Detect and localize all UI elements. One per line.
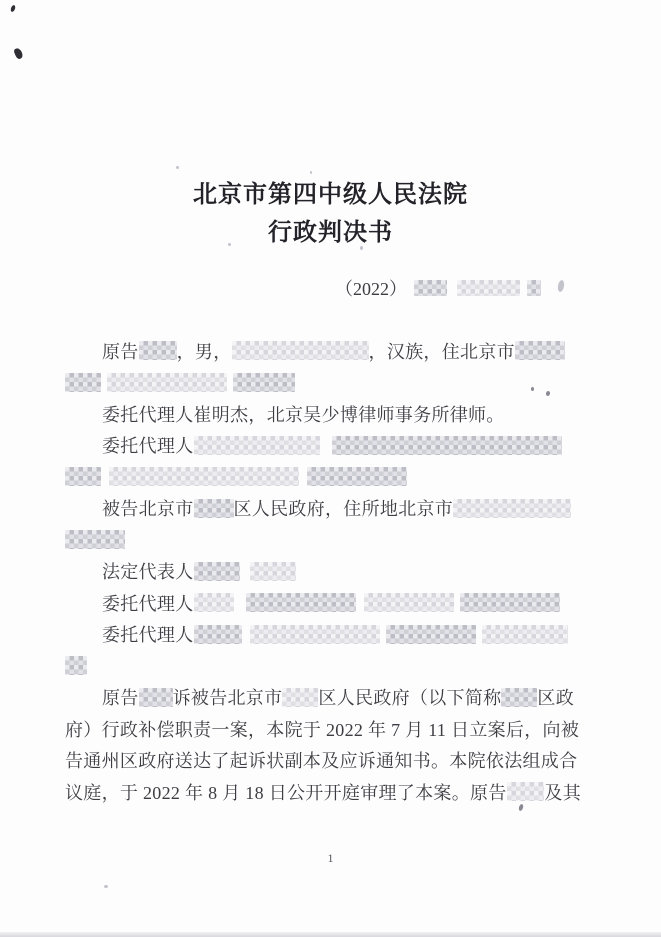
text-segment: 法定代表人 xyxy=(102,562,194,583)
text-segment: 议庭，于 2022 年 8 月 18 日公开开庭审理了本案。原告 xyxy=(65,782,507,803)
redacted-block xyxy=(332,436,562,455)
text-line xyxy=(65,682,581,714)
text-line xyxy=(65,367,581,399)
spacer xyxy=(320,445,332,446)
text-line xyxy=(65,556,581,588)
spacer xyxy=(356,602,364,603)
scan-speck xyxy=(104,885,108,888)
text-segment: 委托代理人 xyxy=(102,593,194,614)
document-type-title: 行政判决书 xyxy=(268,220,393,246)
redacted-block xyxy=(194,625,242,644)
spacer xyxy=(101,476,109,477)
text-segment: 原告 xyxy=(102,341,139,362)
case-number-line xyxy=(65,272,581,304)
scan-speck xyxy=(531,387,534,391)
redacted-block xyxy=(65,530,125,549)
redacted-block xyxy=(501,688,537,707)
text-segment: ，汉族，住北京市 xyxy=(368,341,515,362)
redacted-block xyxy=(109,467,299,486)
redacted-block xyxy=(194,499,234,518)
text-segment: 区政 xyxy=(537,688,575,709)
redacted-block xyxy=(250,562,296,581)
scan-speck xyxy=(518,804,524,812)
text-line xyxy=(65,304,581,336)
redacted-block xyxy=(364,593,454,612)
text-line xyxy=(65,430,581,462)
text-line xyxy=(65,587,581,619)
text-segment: 委托代理人 xyxy=(102,436,194,457)
spacer xyxy=(380,634,386,635)
redacted-block xyxy=(457,280,520,296)
text-line xyxy=(65,398,581,430)
text-segment: 诉被告北京市 xyxy=(172,688,283,709)
scan-speck xyxy=(176,166,179,169)
text-segment: 委托代理人 xyxy=(102,625,194,646)
redacted-block xyxy=(414,280,447,296)
text-line xyxy=(65,335,581,367)
court-name-title: 北京市第四中级人民法院 xyxy=(193,182,468,208)
text-line xyxy=(65,776,581,808)
redacted-block xyxy=(65,373,101,392)
scan-speck xyxy=(10,5,16,13)
spacer xyxy=(520,287,527,288)
spacer xyxy=(240,571,250,572)
redacted-block xyxy=(194,562,240,581)
document-lines xyxy=(65,272,581,808)
redacted-block xyxy=(194,436,320,455)
text-line xyxy=(65,713,581,745)
text-line xyxy=(65,650,581,682)
scan-speck xyxy=(228,243,231,246)
document-header xyxy=(0,176,661,252)
spacer xyxy=(447,287,457,288)
redacted-block xyxy=(246,593,356,612)
redacted-block xyxy=(482,625,568,644)
redacted-block xyxy=(139,341,177,360)
text-segment: 原告 xyxy=(102,688,139,709)
redacted-block xyxy=(194,593,234,612)
text-segment: ，男， xyxy=(176,341,232,362)
text-segment: 及其 xyxy=(544,782,581,803)
text-line xyxy=(65,619,581,651)
scan-speck xyxy=(13,47,24,60)
redacted-block xyxy=(250,625,380,644)
text-line xyxy=(65,493,581,525)
scan-speck xyxy=(310,171,312,174)
spacer xyxy=(234,602,246,603)
text-segment: 区人民政府，住所地北京市 xyxy=(233,499,454,520)
redacted-block xyxy=(307,467,407,486)
text-segment: 被告北京市 xyxy=(102,499,194,520)
text-segment: （2022） xyxy=(335,278,407,299)
redacted-block xyxy=(65,467,101,486)
page-number: 1 xyxy=(327,851,334,865)
text-line xyxy=(65,524,581,556)
redacted-block xyxy=(233,373,295,392)
text-line xyxy=(65,461,581,493)
text-segment: 委托代理人崔明杰，北京吴少博律师事务所律师。 xyxy=(102,404,505,425)
text-segment: 府）行政补偿职责一案，本院于 2022 年 7 月 11 日立案后，向被 xyxy=(65,719,580,740)
redacted-block xyxy=(507,782,545,801)
redacted-block xyxy=(386,625,476,644)
spacer xyxy=(242,634,250,635)
redacted-block xyxy=(139,688,173,707)
spacer xyxy=(407,287,414,288)
redacted-block xyxy=(232,341,369,360)
redacted-block xyxy=(460,593,560,612)
redacted-block xyxy=(107,373,227,392)
redacted-block xyxy=(515,341,565,360)
redacted-block xyxy=(527,280,541,296)
redacted-block xyxy=(65,656,87,675)
text-line xyxy=(65,745,581,777)
scan-speck xyxy=(360,246,363,250)
redacted-block xyxy=(282,688,318,707)
spacer xyxy=(454,602,460,603)
spacer xyxy=(476,634,482,635)
redacted-block xyxy=(453,499,571,518)
spacer xyxy=(299,476,307,477)
text-segment: 告通州区政府送达了起诉状副本及应诉通知书。本院依法组成合 xyxy=(65,751,578,772)
scan-edge-shadow xyxy=(0,932,661,937)
text-segment: 区人民政府（以下简称 xyxy=(318,688,502,709)
